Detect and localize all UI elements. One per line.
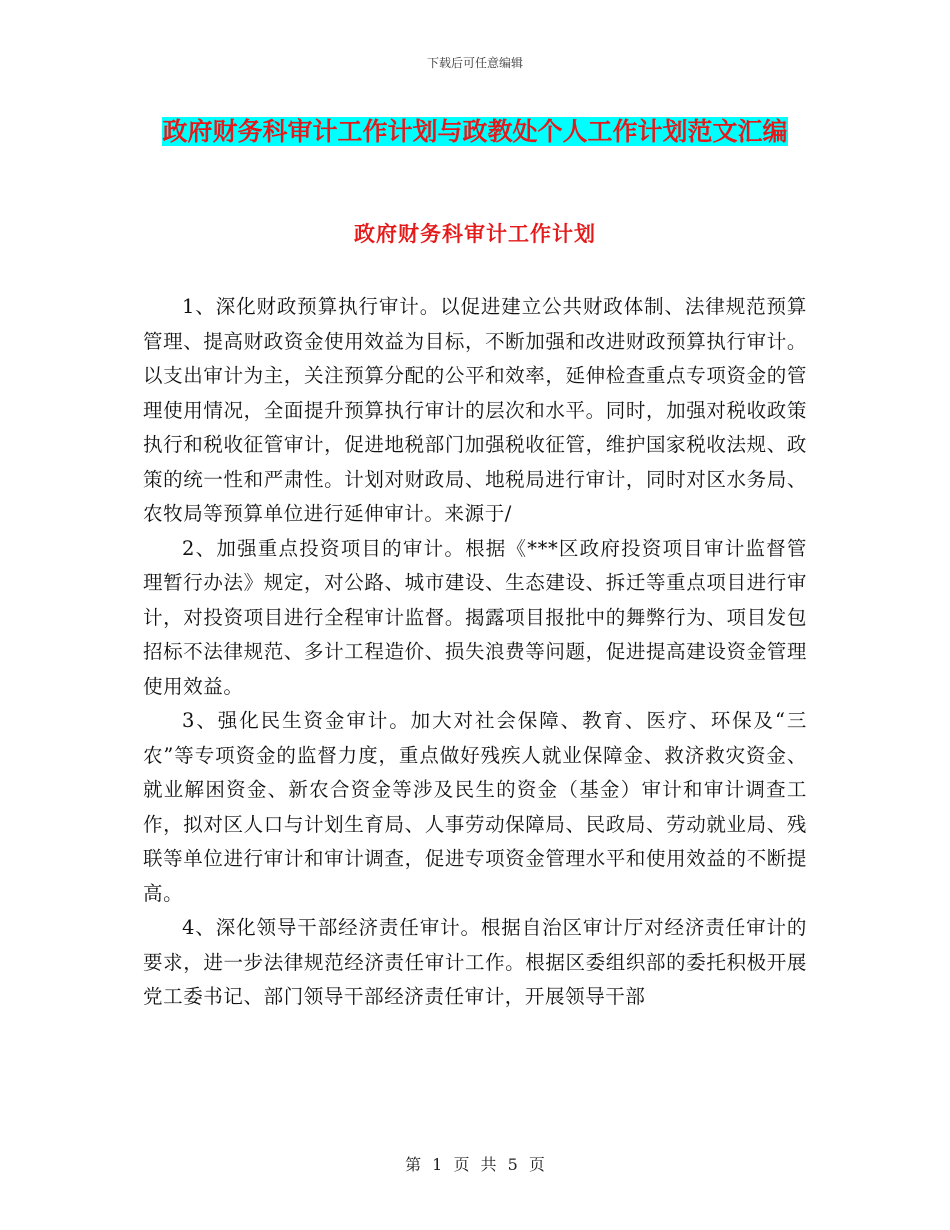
paragraph-2: 2、加强重点投资项目的审计。根据《***区政府投资项目审计监督管理暂行办法》规定，对公路、城市建设、生态建设、拆迁等重点项目进行审计，对投资项目进行全程审计监督。揭露项目报批中的舞弊行为、项目发包招标不法律规范、多计工程造价、损失浪费等问题，促进提高建设资金管理使用效益。 — [143, 536, 807, 698]
paragraph-4: 4、深化领导干部经济责任审计。根据自治区审计厅对经济责任审计的要求，进一步法律规范经济责任审计工作。根据区委组织部的委托积极开展党工委书记、部门领导干部经济责任审计，开展领导干部 — [143, 916, 807, 1008]
paragraph-3: 3、强化民生资金审计。加大对社会保障、教育、医疗、环保及“三农”等专项资金的监督力度，重点做好残疾人就业保障金、救济救灾资金、就业解困资金、新农合资金等涉及民生的资金（基金）审计和审计调查工作，拟对区人口与计划生育局、人事劳动保障局、民政局、劳动就业局、残联等单位进行审计和审计调查，促进专项资金管理水平和使用效益的不断提高。 — [143, 709, 807, 905]
paragraph-1: 1、深化财政预算执行审计。以促进建立公共财政体制、法律规范预算管理、提高财政资金使用效益为目标，不断加强和改进财政预算执行审计。以支出审计为主，关注预算分配的公平和效率，延伸检查重点专项资金的管理使用情况，全面提升预算执行审计的层次和水平。同时，加强对税收政策执行和税收征管审计，促进地税部门加强税收征管，维护国家税收法规、政策的统一性和严肃性。计划对财政局、地税局进行审计，同时对区水务局、农牧局等预算单位进行延伸审计。来源于/ — [143, 295, 807, 525]
document-title — [140, 110, 810, 154]
page-footer: 第 1 页 共 5 页 — [405, 1155, 545, 1174]
document-title-text: 政府财务科审计工作计划与政教处个人工作计划范文汇编 — [162, 117, 788, 146]
body-text — [143, 290, 807, 1015]
page-header: 下载后可任意编辑 — [426, 56, 523, 70]
section-title: 政府财务科审计工作计划 — [354, 221, 596, 246]
